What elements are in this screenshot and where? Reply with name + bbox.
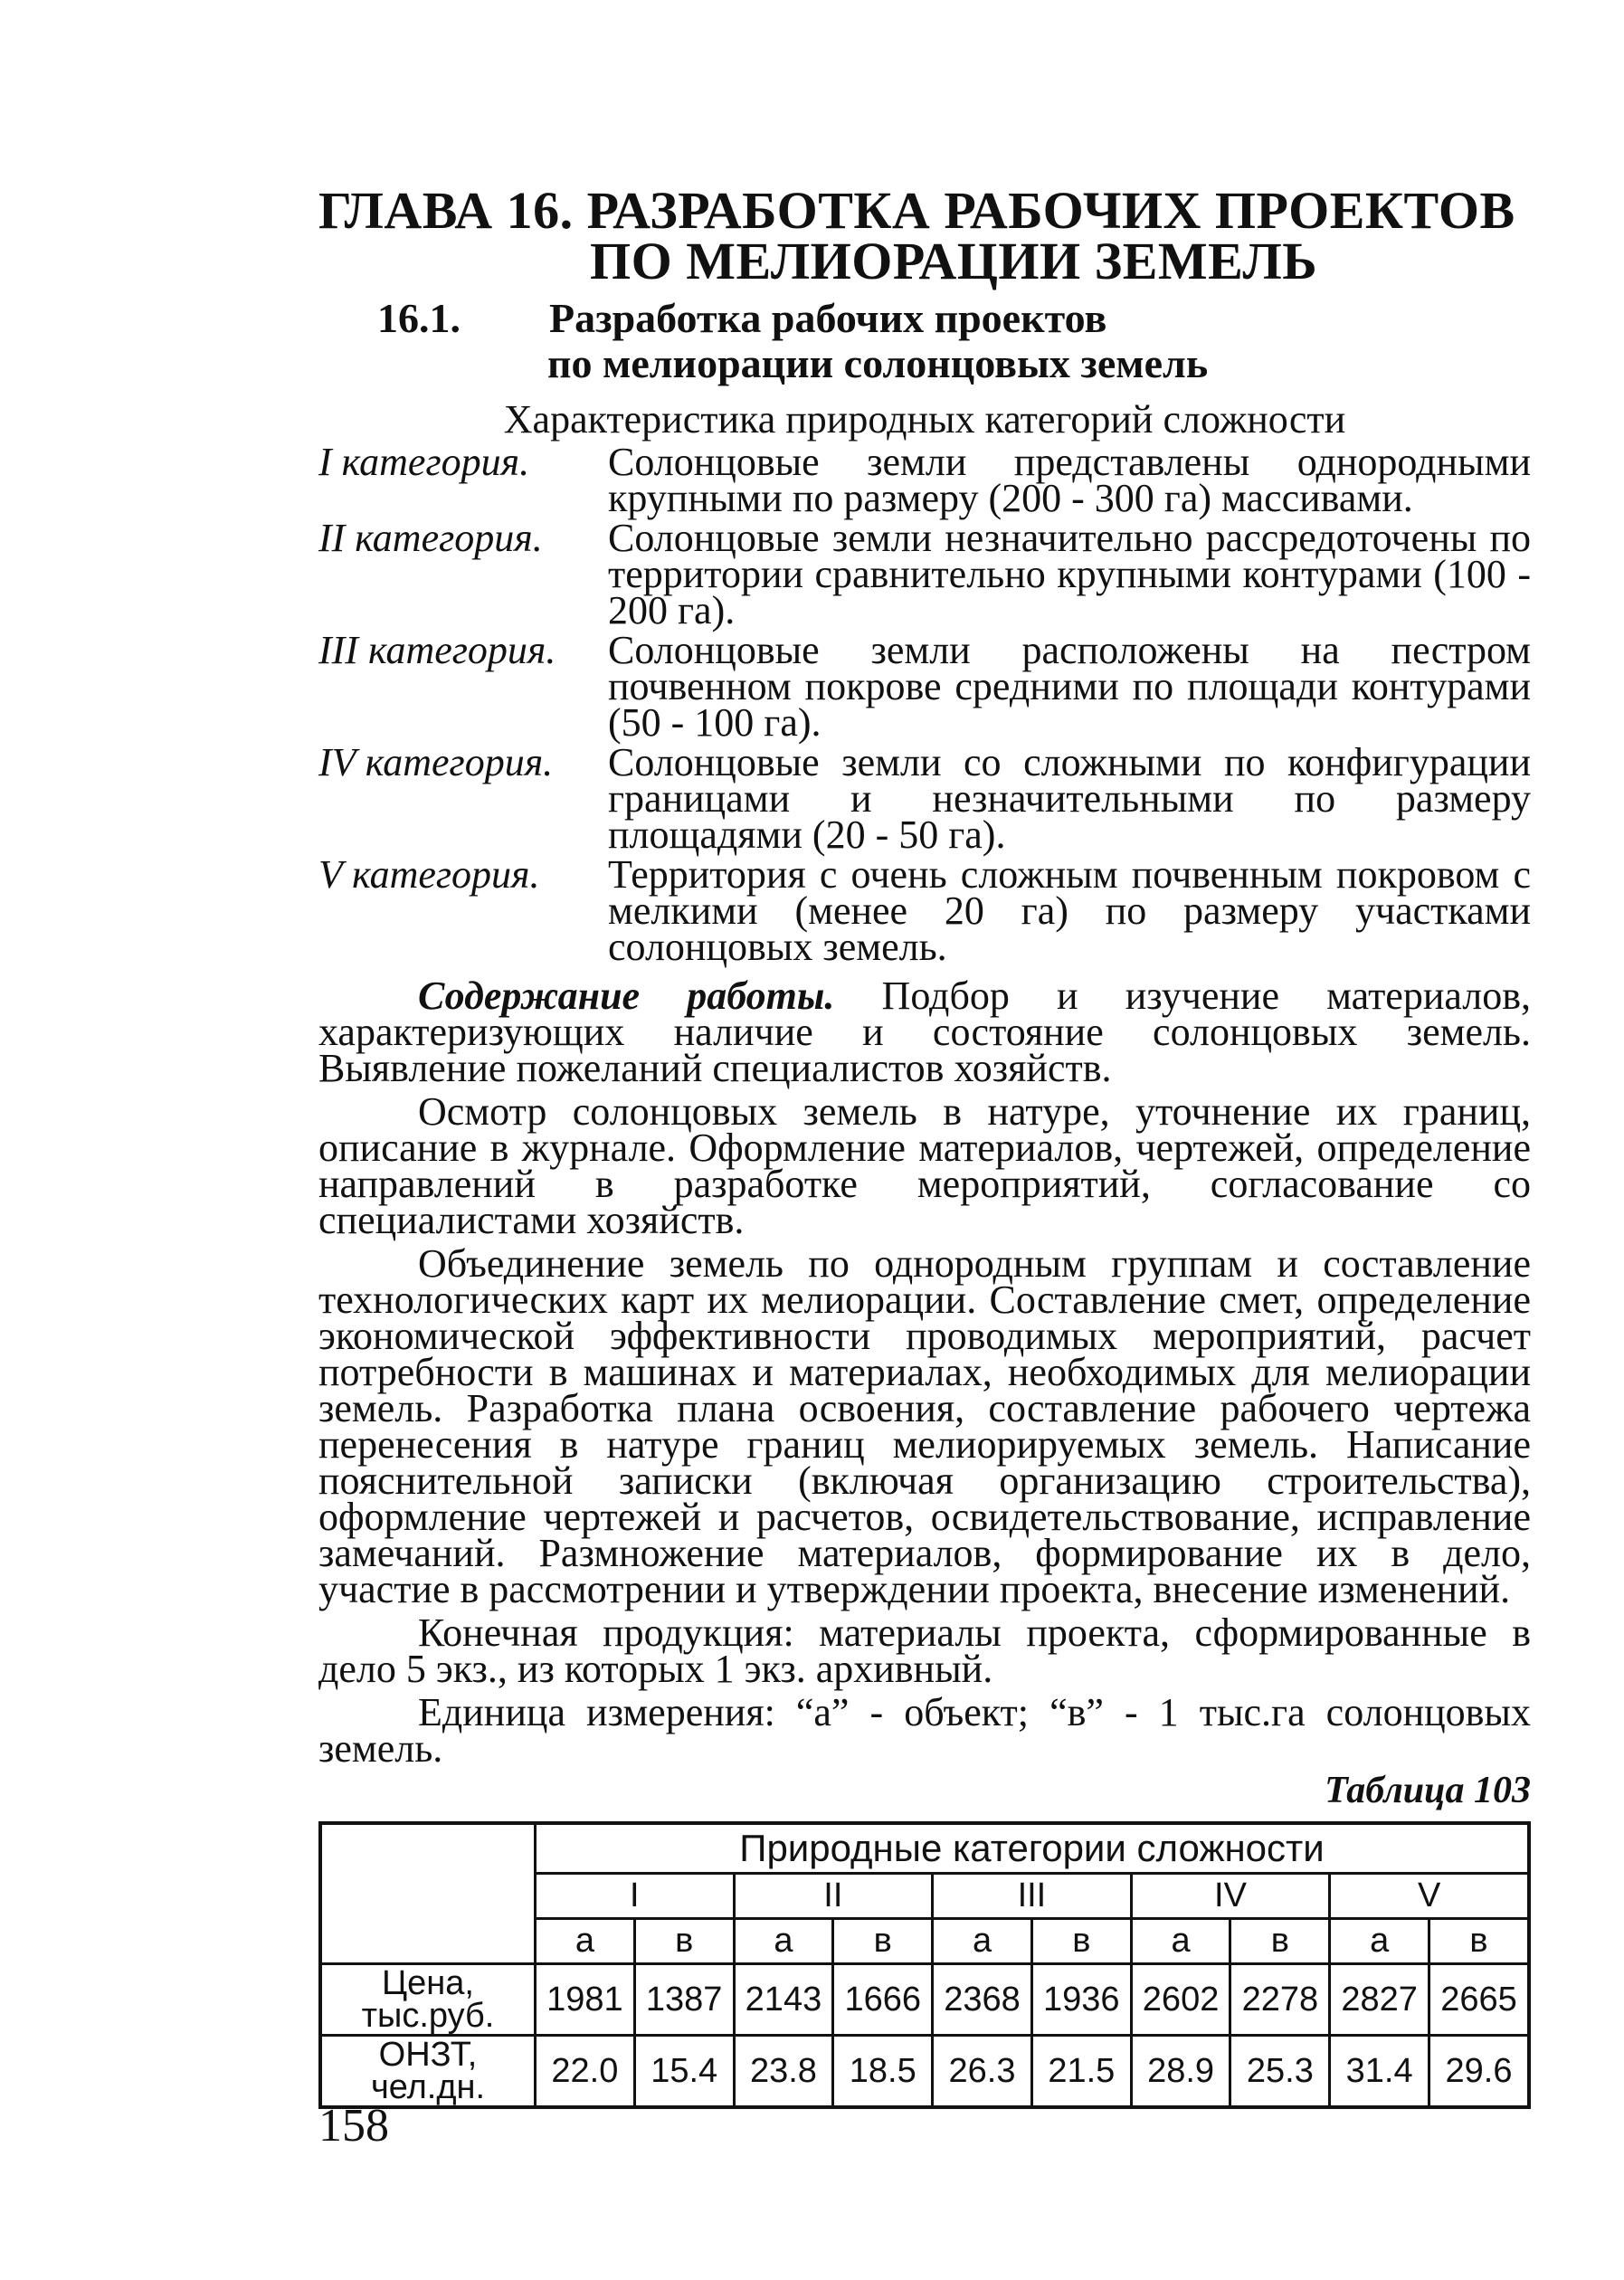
category-label: II категория. — [318, 516, 543, 560]
content-lead: Содержание работы. — [418, 974, 835, 1018]
table-cell: 29.6 — [1429, 2036, 1529, 2108]
table-group-header: Природные категории сложности — [536, 1823, 1530, 1874]
table-subheader: в — [634, 1919, 734, 1964]
content-paragraph: Объединение земель по однородным группам и составление технологических карт их мелиорации. Составление смет, определение экономической эффективности проводимых мероприятий, расчет потребности в машинах и материалах, необходимых для мелиорации земель. Разработка плана освоения, составление рабочего чертежа перенесения в натуре границ мелиорируемых земель. Написание пояснительной записки (включая организацию строительства), оформление чертежей и расчетов, освидетельствование, исправление замечаний. Размножение материалов, формирование их в дело, участие в рассмотрении и утверждении проекта, внесение изменений. — [318, 1241, 1531, 1611]
category-item — [318, 740, 1531, 857]
section-number: 16.1. — [377, 295, 461, 341]
table-cell: 15.4 — [634, 2036, 734, 2108]
table-corner-cell — [320, 1823, 536, 1964]
table-category-header: III — [933, 1874, 1132, 1919]
table-category-header: II — [734, 1874, 933, 1919]
table-category-header: V — [1330, 1874, 1529, 1919]
table-category-header: IV — [1131, 1874, 1330, 1919]
chapter-title-line2: ПО МЕЛИОРАЦИИ ЗЕМЕЛЬ — [590, 232, 1318, 290]
table-cell: 1936 — [1031, 1964, 1131, 2036]
table-row — [320, 2036, 1529, 2108]
table-cell: 2143 — [734, 1964, 833, 2036]
table-cell: 2368 — [933, 1964, 1032, 2036]
table-cell: 22.0 — [536, 2036, 635, 2108]
table-cell: 1666 — [833, 1964, 933, 2036]
category-item — [318, 516, 1531, 632]
table-subheader: в — [1031, 1919, 1131, 1964]
content-paragraph — [318, 974, 1532, 1090]
table-subheader: а — [1131, 1919, 1230, 1964]
table-subheader: а — [536, 1919, 635, 1964]
table-cell: 2602 — [1131, 1964, 1230, 2036]
category-text: Солонцовые земли незначительно рассредоточены по территории сравнительно крупными контурами (100 - 200 га). — [608, 516, 1531, 632]
table-cell: 2278 — [1230, 1964, 1330, 2036]
table-cell: 1387 — [634, 1964, 734, 2036]
category-label: I категория. — [318, 440, 530, 484]
page-number: 158 — [318, 2100, 389, 2152]
page-body — [318, 181, 1532, 2109]
table-cell: 21.5 — [1031, 2036, 1131, 2108]
table-cell: 2665 — [1429, 1964, 1529, 2036]
table-cell: 28.9 — [1131, 2036, 1230, 2108]
category-label: IV категория. — [318, 740, 554, 784]
section-title-line2: по мелиорации солонцовых земель — [547, 340, 1209, 386]
table-row — [320, 1964, 1529, 2036]
table-subheader: в — [1230, 1919, 1330, 1964]
table-cell: 31.4 — [1330, 2036, 1429, 2108]
table-cell: 1981 — [536, 1964, 635, 2036]
category-text: Солонцовые земли со сложными по конфигурации границами и незначительными по размеру площадями (20 - 50 га). — [608, 740, 1531, 857]
category-text: Солонцовые земли расположены на пестром почвенном покрове средними по площади контурами (50 - 100 га). — [608, 628, 1531, 745]
category-text: Солонцовые земли представлены однородными крупными по размеру (200 - 300 га) массивами. — [608, 440, 1531, 520]
table-cell: 2827 — [1330, 1964, 1429, 2036]
price-table — [318, 1821, 1531, 2109]
table-subheader: в — [833, 1919, 933, 1964]
table-subheader: а — [933, 1919, 1032, 1964]
table-header-row — [320, 1823, 1529, 1874]
table-subheader: а — [1330, 1919, 1429, 1964]
category-item — [318, 852, 1531, 969]
unit-paragraph: Единица измерения: “а” - объект; “в” - 1 тыс.га солонцовых земель. — [318, 1690, 1531, 1771]
chapter-title-line1: ГЛАВА 16. РАЗРАБОТКА РАБОЧИХ ПРОЕКТОВ — [318, 181, 1515, 240]
table-category-header: I — [536, 1874, 735, 1919]
table-row-label: Цена, тыс.руб. — [320, 1964, 536, 2036]
table-cell: 18.5 — [833, 2036, 933, 2108]
characteristics-heading: Характеристика природных категорий сложности — [503, 397, 1346, 442]
table-cell: 25.3 — [1230, 2036, 1330, 2108]
table-row-label: ОНЗТ, чел.дн. — [320, 2036, 536, 2108]
table-cell: 26.3 — [933, 2036, 1032, 2108]
category-item — [318, 440, 1531, 520]
table-caption: Таблица 103 — [1325, 1770, 1531, 1811]
table-subheader: в — [1429, 1919, 1529, 1964]
table-cell: 23.8 — [734, 2036, 833, 2108]
section-title — [318, 296, 1531, 386]
content-text: Подбор и изучение материалов, характеризующих наличие и состояние солонцовых земель. Выявление пожеланий специалистов хозяйств. — [318, 974, 1532, 1090]
category-text: Территория с очень сложным почвенным покровом с мелкими (менее 20 га) по размеру участками солонцовых земель. — [608, 852, 1531, 969]
chapter-title — [318, 181, 1531, 290]
section-title-line1: Разработка рабочих проектов — [549, 295, 1107, 341]
final-product-paragraph: Конечная продукция: материалы проекта, сформированные в дело 5 экз., из которых 1 экз. архивный. — [318, 1610, 1531, 1691]
content-paragraph: Осмотр солонцовых земель в натуре, уточнение их границ, описание в журнале. Оформление материалов, чертежей, определение направлений в разработке мероприятий, согласование со специалистами хозяйств. — [318, 1089, 1531, 1242]
table-subheader: а — [734, 1919, 833, 1964]
category-label: III категория. — [318, 628, 556, 672]
category-label: V категория. — [318, 852, 540, 897]
category-item — [318, 628, 1531, 745]
